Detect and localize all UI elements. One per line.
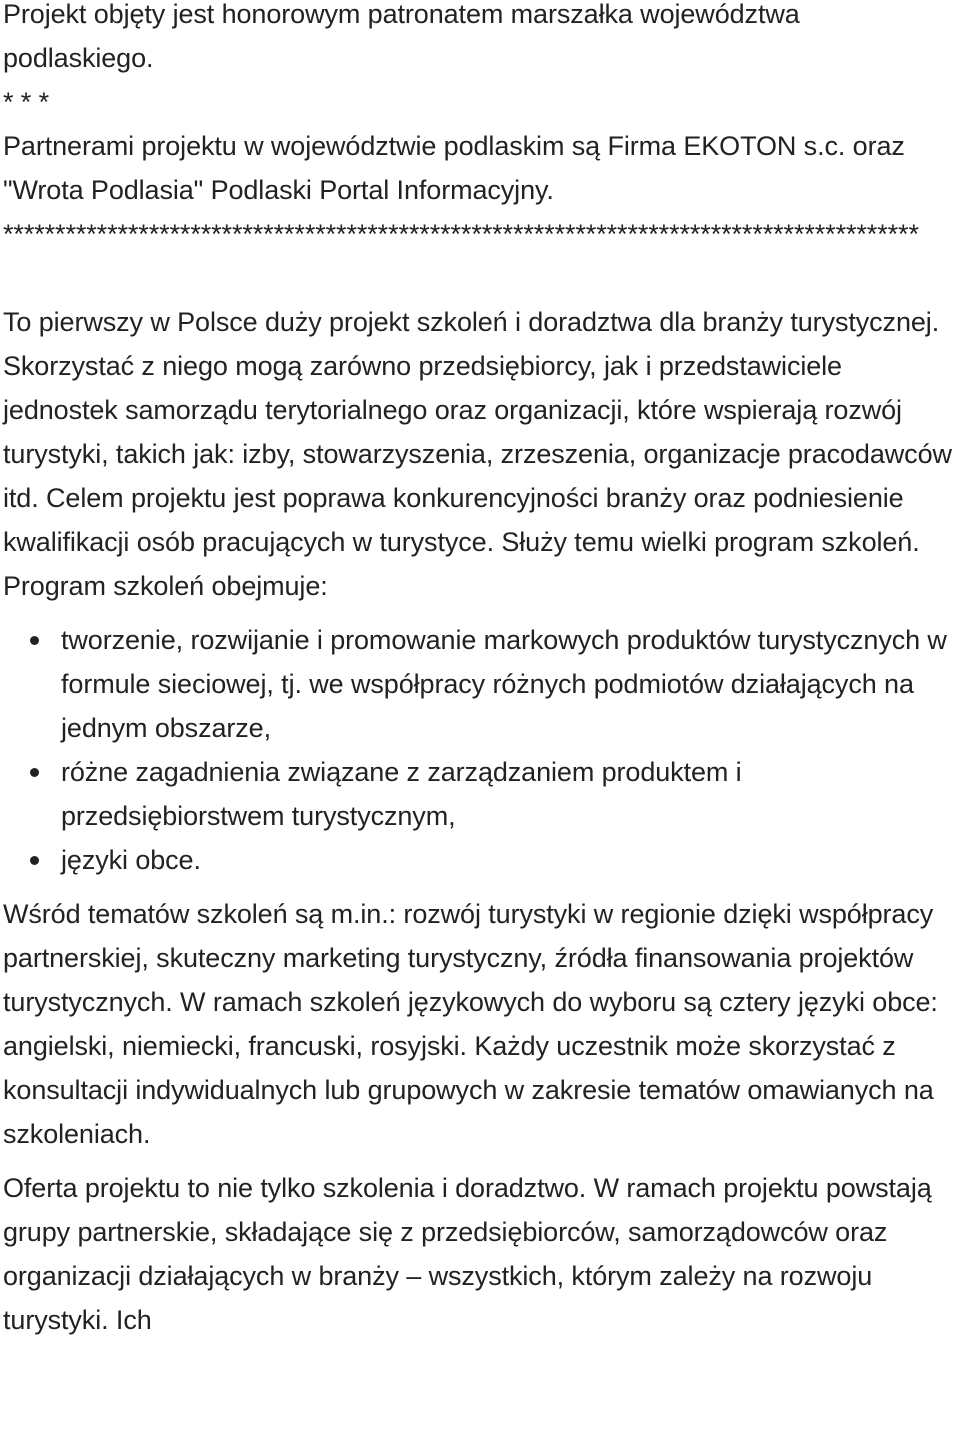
bullet-icon: [30, 636, 39, 645]
bullet-icon: [30, 856, 39, 865]
bullet-icon: [30, 768, 39, 777]
list-item: języki obce.: [61, 838, 953, 882]
program-list: [3, 618, 953, 882]
list-item: różne zagadnienia związane z zarządzaniem produktem i przedsiębiorstwem turystycznym,: [61, 750, 953, 838]
separator-long: ****************************************************************************************: [3, 219, 919, 249]
paragraph-intro: To pierwszy w Polsce duży projekt szkoleń i doradztwa dla branży turystycznej. Skorzystać z niego mogą zarówno przedsiębiorcy, jak i przedstawiciele jednostek samorządu terytorialnego oraz organizacji, które wspierają rozwój turystyki, takich jak: izby, stowarzyszenia, zrzeszenia, organizacje pracodawców itd. Celem projektu jest poprawa konkurencyjności branży oraz podniesienie kwalifikacji osób pracujących w turystyce. Służy temu wielki program szkoleń. Program szkoleń obejmuje:: [3, 307, 952, 601]
paragraph-patronage: Projekt objęty jest honorowym patronatem marszałka województwa podlaskiego.: [3, 0, 800, 73]
paragraph-offer: Oferta projektu to nie tylko szkolenia i doradztwo. W ramach projektu powstają grupy partnerskie, składające się z przedsiębiorców, samorządowców oraz organizacji działających w branży – wszystkich, którym zależy na rozwoju turystyki. Ich: [3, 1173, 932, 1335]
paragraph-topics: Wśród tematów szkoleń są m.in.: rozwój turystyki w regionie dzięki współpracy partnerskiej, skuteczny marketing turystyczny, źródła finansowania projektów turystycznych. W ramach szkoleń językowych do wyboru są cztery języki obce: angielski, niemiecki, francuski, rosyjski. Każdy uczestnik może skorzystać z konsultacji indywidualnych lub grupowych w zakresie tematów omawianych na szkoleniach.: [3, 899, 938, 1149]
paragraph-partners: Partnerami projektu w województwie podlaskim są Firma EKOTON s.c. oraz "Wrota Podlasia" Podlaski Portal Informacyjny.: [3, 131, 905, 205]
list-item: tworzenie, rozwijanie i promowanie markowych produktów turystycznych w formule sieciowej, tj. we współpracy różnych podmiotów działających na jednym obszarze,: [61, 618, 953, 750]
separator-short: * * *: [3, 87, 50, 117]
document-body: [3, 0, 953, 1342]
